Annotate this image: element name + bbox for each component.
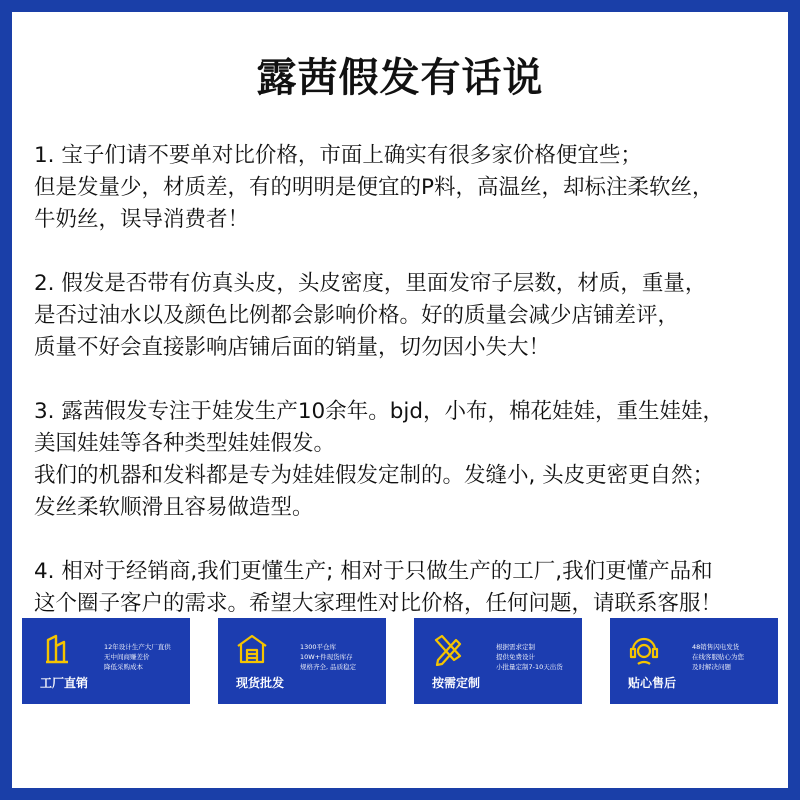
feature-description <box>496 642 580 672</box>
feature-desc-line: 及时解决问题 <box>692 663 731 671</box>
feature-label: 工厂直销 <box>39 676 88 690</box>
feature-label: 按需定制 <box>431 676 480 690</box>
feature-desc-line: 在线客服贴心为您 <box>692 653 744 661</box>
feature-label: 现货批发 <box>235 676 284 690</box>
paragraph-line: 美国娃娃等各种类型娃娃假发。 <box>34 431 336 456</box>
paragraph-4 <box>34 556 782 620</box>
feature-desc-line: 48销售闪电发货 <box>692 643 740 651</box>
feature-card-factory <box>22 618 190 704</box>
feature-desc-line: 根据需求定制 <box>496 643 535 651</box>
paragraph-line: 我们的机器和发料都是专为娃娃假发定制的。发缝小, 头皮更密更自然； <box>34 463 715 488</box>
feature-cards <box>22 618 778 730</box>
page-title: 露茜假发有话说 <box>256 55 544 101</box>
paragraph-line: 4. 相对于经销商,我们更懂生产; 相对于只做生产的工厂,我们更懂产品和 <box>34 559 713 584</box>
feature-desc-line: 12年设计生产大厂直供 <box>104 643 171 651</box>
feature-desc-line: 提供免费设计 <box>496 653 535 661</box>
paragraph-1 <box>34 140 782 236</box>
feature-desc-line: 降低采购成本 <box>104 663 143 671</box>
paragraph-line: 1. 宝子们请不要单对比价格，市面上确实有很多家价格便宜些； <box>34 143 642 168</box>
feature-desc-line: 10W+件现货库存 <box>300 653 353 661</box>
feature-card-stock <box>218 618 386 704</box>
paragraph-3 <box>34 396 782 524</box>
paragraph-line: 2. 假发是否带有仿真头皮，头皮密度，里面发帘子层数，材质，重量， <box>34 271 707 296</box>
feature-card-aftersales <box>610 618 778 704</box>
paragraph-line: 发丝柔软顺滑且容易做造型。 <box>34 495 314 520</box>
feature-desc-line: 1300平仓库 <box>300 643 337 651</box>
factory-icon <box>36 632 76 666</box>
notice-content <box>34 140 782 652</box>
page-frame <box>12 12 788 788</box>
paragraph-line: 是否过油水以及颜色比例都会影响价格。好的质量会减少店铺差评， <box>34 303 680 328</box>
customer-service-icon <box>624 632 664 666</box>
feature-desc-line: 无中间商赚差价 <box>104 653 150 661</box>
paragraph-line: 3. 露茜假发专注于娃发生产10余年。bjd，小布，棉花娃娃，重生娃娃， <box>34 399 724 424</box>
paragraph-line: 牛奶丝，误导消费者！ <box>34 207 250 232</box>
feature-description <box>300 642 384 672</box>
paragraph-line: 但是发量少，材质差，有的明明是便宜的P料，高温丝，却标注柔软丝， <box>34 175 714 200</box>
feature-description <box>104 642 188 672</box>
feature-description <box>692 642 776 672</box>
feature-card-custom <box>414 618 582 704</box>
warehouse-icon <box>232 632 272 666</box>
feature-desc-line: 规格齐全, 品质稳定 <box>300 663 357 671</box>
paragraph-line: 这个圈子客户的需求。希望大家理性对比价格，任何问题，请联系客服！ <box>34 591 723 616</box>
feature-label: 贴心售后 <box>627 676 676 690</box>
feature-desc-line: 小批量定制7-10天出货 <box>496 663 563 671</box>
paragraph-2 <box>34 268 782 364</box>
design-tools-icon <box>428 632 468 666</box>
paragraph-line: 质量不好会直接影响店铺后面的销量，切勿因小失大！ <box>34 335 551 360</box>
